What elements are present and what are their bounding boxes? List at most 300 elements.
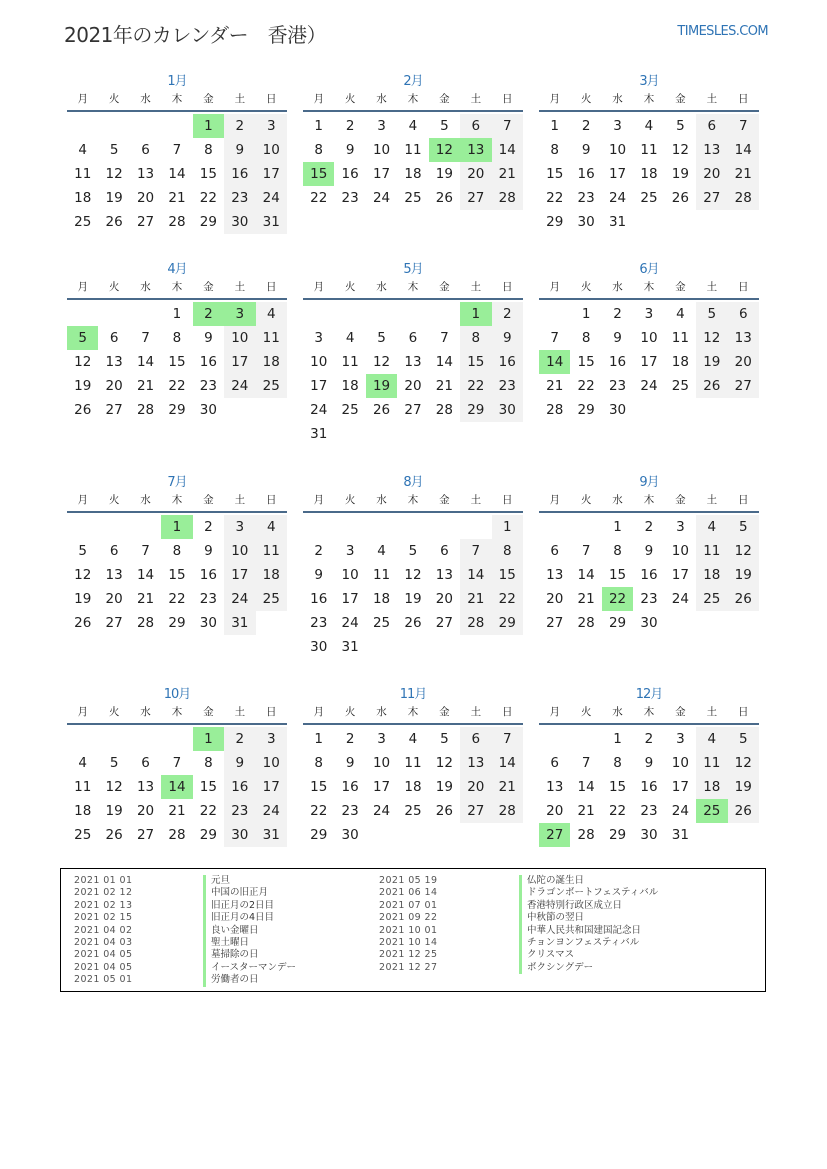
day-cell[interactable]: 3 [256, 727, 287, 751]
day-cell[interactable]: 25 [372, 615, 391, 631]
day-cell[interactable]: 1 [314, 118, 323, 134]
day-cell[interactable]: 12 [696, 326, 727, 350]
day-cell[interactable]: 29 [577, 402, 595, 418]
day-cell[interactable]: 10 [608, 142, 627, 158]
day-cell[interactable]: 24 [671, 591, 689, 607]
day-cell[interactable]: 16 [199, 354, 217, 370]
day-cell[interactable]: 8 [492, 539, 523, 563]
day-cell[interactable]: 22 [310, 190, 328, 206]
day-cell[interactable]: 6 [550, 543, 559, 559]
day-cell[interactable]: 9 [314, 567, 323, 583]
day-cell[interactable]: 6 [728, 302, 759, 326]
day-cell[interactable]: 26 [671, 190, 689, 206]
day-cell[interactable]: 8 [204, 755, 213, 771]
day-cell[interactable]: 17 [671, 567, 689, 583]
day-cell[interactable]: 16 [640, 567, 658, 583]
day-cell[interactable]: 20 [105, 378, 123, 394]
day-cell[interactable]: 12 [728, 751, 759, 775]
day-cell[interactable]: 5 [377, 330, 386, 346]
day-cell[interactable]: 7 [581, 755, 591, 771]
day-cell[interactable]: 8 [460, 326, 491, 350]
day-cell[interactable]: 7 [172, 142, 182, 158]
day-cell[interactable]: 7 [141, 330, 150, 346]
day-cell[interactable]: 4 [345, 330, 355, 346]
day-cell[interactable]: 25 [256, 374, 287, 398]
day-cell[interactable]: 4 [696, 727, 727, 751]
day-cell[interactable]: 15 [199, 166, 217, 182]
day-cell[interactable]: 23 [224, 186, 255, 210]
day-cell[interactable]: 1 [581, 306, 591, 322]
day-cell[interactable]: 3 [613, 118, 622, 134]
day-cell[interactable]: 21 [546, 378, 564, 394]
day-cell[interactable]: 18 [74, 803, 92, 819]
day-cell[interactable]: 1 [492, 515, 523, 539]
day-cell[interactable]: 14 [577, 779, 595, 795]
day-cell[interactable]: 13 [546, 567, 564, 583]
day-cell[interactable]: 25 [341, 402, 359, 418]
day-cell[interactable]: 3 [377, 118, 386, 134]
day-cell[interactable]: 3 [377, 731, 386, 747]
holiday-day[interactable]: 27 [539, 823, 570, 847]
day-cell[interactable]: 23 [640, 803, 658, 819]
day-cell[interactable]: 11 [640, 142, 658, 158]
day-cell[interactable]: 3 [314, 330, 323, 346]
day-cell[interactable]: 29 [460, 398, 491, 422]
day-cell[interactable]: 12 [74, 567, 92, 583]
day-cell[interactable]: 27 [105, 402, 123, 418]
day-cell[interactable]: 13 [435, 567, 453, 583]
day-cell[interactable]: 24 [372, 803, 391, 819]
day-cell[interactable]: 10 [372, 142, 391, 158]
day-cell[interactable]: 10 [372, 755, 391, 771]
day-cell[interactable]: 26 [372, 402, 391, 418]
day-cell[interactable]: 29 [199, 214, 217, 230]
day-cell[interactable]: 27 [136, 214, 155, 230]
day-cell[interactable]: 30 [199, 402, 217, 418]
day-cell[interactable]: 12 [105, 166, 123, 182]
day-cell[interactable]: 24 [671, 803, 689, 819]
day-cell[interactable]: 7 [492, 727, 523, 751]
day-cell[interactable]: 26 [74, 615, 92, 631]
day-cell[interactable]: 13 [136, 779, 155, 795]
day-cell[interactable]: 6 [440, 543, 449, 559]
day-cell[interactable]: 7 [440, 330, 449, 346]
day-cell[interactable]: 10 [224, 539, 255, 563]
day-cell[interactable]: 29 [310, 827, 328, 843]
day-cell[interactable]: 21 [168, 803, 186, 819]
day-cell[interactable]: 16 [341, 779, 359, 795]
day-cell[interactable]: 22 [577, 378, 595, 394]
day-cell[interactable]: 11 [74, 166, 92, 182]
day-cell[interactable]: 12 [74, 354, 92, 370]
day-cell[interactable]: 15 [199, 779, 217, 795]
day-cell[interactable]: 28 [577, 615, 595, 631]
day-cell[interactable]: 10 [671, 755, 689, 771]
holiday-day[interactable]: 22 [602, 587, 633, 611]
day-cell[interactable]: 19 [728, 775, 759, 799]
day-cell[interactable]: 31 [256, 823, 287, 847]
day-cell[interactable]: 14 [136, 567, 155, 583]
day-cell[interactable]: 11 [696, 539, 727, 563]
day-cell[interactable]: 16 [310, 591, 328, 607]
day-cell[interactable]: 15 [608, 779, 627, 795]
day-cell[interactable]: 8 [581, 330, 591, 346]
day-cell[interactable]: 30 [608, 402, 627, 418]
day-cell[interactable]: 18 [404, 779, 422, 795]
day-cell[interactable]: 30 [577, 214, 595, 230]
day-cell[interactable]: 28 [136, 615, 155, 631]
day-cell[interactable]: 28 [168, 214, 186, 230]
day-cell[interactable]: 20 [404, 378, 422, 394]
day-cell[interactable]: 27 [460, 799, 491, 823]
day-cell[interactable]: 23 [341, 190, 359, 206]
day-cell[interactable]: 12 [372, 354, 391, 370]
day-cell[interactable]: 9 [224, 751, 255, 775]
day-cell[interactable]: 20 [546, 591, 564, 607]
holiday-day[interactable]: 5 [67, 326, 98, 350]
day-cell[interactable]: 2 [345, 118, 355, 134]
day-cell[interactable]: 9 [345, 755, 355, 771]
day-cell[interactable]: 8 [550, 142, 559, 158]
day-cell[interactable]: 29 [199, 827, 217, 843]
day-cell[interactable]: 4 [408, 118, 418, 134]
day-cell[interactable]: 28 [460, 611, 491, 635]
day-cell[interactable]: 20 [460, 162, 491, 186]
day-cell[interactable]: 9 [644, 755, 654, 771]
day-cell[interactable]: 19 [74, 591, 92, 607]
day-cell[interactable]: 7 [141, 543, 150, 559]
day-cell[interactable]: 21 [460, 587, 491, 611]
day-cell[interactable]: 24 [372, 190, 391, 206]
day-cell[interactable]: 22 [492, 587, 523, 611]
day-cell[interactable]: 11 [671, 330, 689, 346]
day-cell[interactable]: 29 [492, 611, 523, 635]
day-cell[interactable]: 5 [109, 755, 119, 771]
day-cell[interactable]: 23 [224, 799, 255, 823]
day-cell[interactable]: 2 [224, 114, 255, 138]
day-cell[interactable]: 23 [577, 190, 595, 206]
day-cell[interactable]: 14 [577, 567, 595, 583]
day-cell[interactable]: 15 [608, 567, 627, 583]
day-cell[interactable]: 25 [404, 803, 422, 819]
day-cell[interactable]: 17 [372, 166, 391, 182]
day-cell[interactable]: 19 [105, 803, 123, 819]
holiday-day[interactable]: 2 [193, 302, 224, 326]
day-cell[interactable]: 1 [613, 731, 622, 747]
day-cell[interactable]: 17 [341, 591, 359, 607]
day-cell[interactable]: 26 [728, 587, 759, 611]
holiday-day[interactable]: 25 [696, 799, 727, 823]
day-cell[interactable]: 20 [546, 803, 564, 819]
day-cell[interactable]: 16 [341, 166, 359, 182]
day-cell[interactable]: 9 [224, 138, 255, 162]
day-cell[interactable]: 6 [696, 114, 727, 138]
day-cell[interactable]: 8 [314, 755, 323, 771]
day-cell[interactable]: 30 [640, 615, 658, 631]
day-cell[interactable]: 9 [345, 142, 355, 158]
day-cell[interactable]: 22 [546, 190, 564, 206]
day-cell[interactable]: 5 [109, 142, 119, 158]
day-cell[interactable]: 2 [613, 306, 622, 322]
day-cell[interactable]: 11 [372, 567, 391, 583]
day-cell[interactable]: 26 [696, 374, 727, 398]
holiday-day[interactable]: 14 [161, 775, 192, 799]
day-cell[interactable]: 5 [728, 515, 759, 539]
day-cell[interactable]: 12 [404, 567, 422, 583]
day-cell[interactable]: 19 [435, 779, 453, 795]
day-cell[interactable]: 26 [435, 803, 453, 819]
day-cell[interactable]: 22 [168, 591, 186, 607]
day-cell[interactable]: 12 [671, 142, 689, 158]
day-cell[interactable]: 11 [404, 142, 422, 158]
day-cell[interactable]: 2 [314, 543, 323, 559]
day-cell[interactable]: 8 [172, 330, 182, 346]
day-cell[interactable]: 10 [310, 354, 328, 370]
day-cell[interactable]: 29 [168, 402, 186, 418]
day-cell[interactable]: 9 [204, 543, 213, 559]
day-cell[interactable]: 6 [460, 727, 491, 751]
day-cell[interactable]: 14 [728, 138, 759, 162]
day-cell[interactable]: 9 [492, 326, 523, 350]
day-cell[interactable]: 6 [109, 543, 119, 559]
day-cell[interactable]: 11 [341, 354, 359, 370]
day-cell[interactable]: 4 [696, 515, 727, 539]
day-cell[interactable]: 1 [314, 731, 323, 747]
day-cell[interactable]: 27 [696, 186, 727, 210]
day-cell[interactable]: 15 [310, 779, 328, 795]
day-cell[interactable]: 28 [577, 827, 595, 843]
day-cell[interactable]: 5 [696, 302, 727, 326]
day-cell[interactable]: 13 [105, 567, 123, 583]
day-cell[interactable]: 11 [404, 755, 422, 771]
day-cell[interactable]: 18 [256, 563, 287, 587]
day-cell[interactable]: 21 [136, 591, 155, 607]
day-cell[interactable]: 25 [74, 214, 92, 230]
day-cell[interactable]: 8 [613, 755, 622, 771]
day-cell[interactable]: 4 [408, 731, 418, 747]
day-cell[interactable]: 16 [199, 567, 217, 583]
day-cell[interactable]: 27 [136, 827, 155, 843]
day-cell[interactable]: 22 [168, 378, 186, 394]
day-cell[interactable]: 10 [256, 751, 287, 775]
day-cell[interactable]: 16 [640, 779, 658, 795]
day-cell[interactable]: 20 [460, 775, 491, 799]
day-cell[interactable]: 9 [581, 142, 591, 158]
day-cell[interactable]: 18 [256, 350, 287, 374]
day-cell[interactable]: 29 [608, 615, 627, 631]
day-cell[interactable]: 26 [105, 214, 123, 230]
day-cell[interactable]: 1 [172, 306, 182, 322]
day-cell[interactable]: 9 [644, 543, 654, 559]
day-cell[interactable]: 4 [256, 515, 287, 539]
day-cell[interactable]: 26 [404, 615, 422, 631]
day-cell[interactable]: 7 [728, 114, 759, 138]
day-cell[interactable]: 25 [404, 190, 422, 206]
day-cell[interactable]: 25 [256, 587, 287, 611]
day-cell[interactable]: 10 [256, 138, 287, 162]
day-cell[interactable]: 24 [341, 615, 359, 631]
day-cell[interactable]: 30 [640, 827, 658, 843]
day-cell[interactable]: 10 [640, 330, 658, 346]
day-cell[interactable]: 13 [136, 166, 155, 182]
day-cell[interactable]: 16 [608, 354, 627, 370]
day-cell[interactable]: 28 [435, 402, 453, 418]
day-cell[interactable]: 17 [372, 779, 391, 795]
day-cell[interactable]: 28 [546, 402, 564, 418]
day-cell[interactable]: 17 [224, 563, 255, 587]
day-cell[interactable]: 26 [435, 190, 453, 206]
day-cell[interactable]: 28 [492, 186, 523, 210]
day-cell[interactable]: 24 [640, 378, 658, 394]
holiday-day[interactable]: 3 [224, 302, 255, 326]
holiday-day[interactable]: 13 [460, 138, 491, 162]
day-cell[interactable]: 15 [577, 354, 595, 370]
day-cell[interactable]: 8 [204, 142, 213, 158]
holiday-day[interactable]: 12 [429, 138, 460, 162]
day-cell[interactable]: 3 [676, 731, 685, 747]
day-cell[interactable]: 21 [577, 591, 595, 607]
holiday-day[interactable]: 1 [193, 727, 224, 751]
day-cell[interactable]: 19 [404, 591, 422, 607]
day-cell[interactable]: 14 [136, 354, 155, 370]
day-cell[interactable]: 31 [256, 210, 287, 234]
day-cell[interactable]: 25 [74, 827, 92, 843]
day-cell[interactable]: 8 [613, 543, 622, 559]
day-cell[interactable]: 28 [492, 799, 523, 823]
day-cell[interactable]: 27 [105, 615, 123, 631]
day-cell[interactable]: 16 [224, 775, 255, 799]
day-cell[interactable]: 12 [105, 779, 123, 795]
day-cell[interactable]: 2 [644, 731, 654, 747]
day-cell[interactable]: 14 [460, 563, 491, 587]
day-cell[interactable]: 21 [492, 775, 523, 799]
day-cell[interactable]: 24 [224, 587, 255, 611]
day-cell[interactable]: 27 [546, 615, 564, 631]
day-cell[interactable]: 30 [341, 827, 359, 843]
day-cell[interactable]: 23 [640, 591, 658, 607]
day-cell[interactable]: 15 [546, 166, 564, 182]
day-cell[interactable]: 3 [224, 515, 255, 539]
day-cell[interactable]: 7 [550, 330, 559, 346]
day-cell[interactable]: 24 [256, 186, 287, 210]
day-cell[interactable]: 9 [613, 330, 622, 346]
day-cell[interactable]: 6 [141, 142, 150, 158]
day-cell[interactable]: 6 [109, 330, 119, 346]
holiday-day[interactable]: 14 [539, 350, 570, 374]
day-cell[interactable]: 6 [408, 330, 418, 346]
day-cell[interactable]: 11 [256, 326, 287, 350]
day-cell[interactable]: 23 [199, 378, 217, 394]
day-cell[interactable]: 4 [644, 118, 654, 134]
day-cell[interactable]: 18 [404, 166, 422, 182]
day-cell[interactable]: 20 [728, 350, 759, 374]
day-cell[interactable]: 12 [435, 755, 453, 771]
day-cell[interactable]: 14 [492, 751, 523, 775]
day-cell[interactable]: 4 [256, 302, 287, 326]
day-cell[interactable]: 17 [310, 378, 328, 394]
day-cell[interactable]: 17 [256, 775, 287, 799]
day-cell[interactable]: 5 [440, 731, 449, 747]
day-cell[interactable]: 16 [577, 166, 595, 182]
day-cell[interactable]: 20 [136, 803, 155, 819]
day-cell[interactable]: 5 [676, 118, 685, 134]
day-cell[interactable]: 29 [546, 214, 564, 230]
day-cell[interactable]: 24 [224, 374, 255, 398]
day-cell[interactable]: 23 [199, 591, 217, 607]
day-cell[interactable]: 12 [728, 539, 759, 563]
day-cell[interactable]: 19 [728, 563, 759, 587]
day-cell[interactable]: 26 [105, 827, 123, 843]
day-cell[interactable]: 2 [581, 118, 591, 134]
day-cell[interactable]: 13 [105, 354, 123, 370]
day-cell[interactable]: 23 [492, 374, 523, 398]
day-cell[interactable]: 30 [492, 398, 523, 422]
day-cell[interactable]: 18 [341, 378, 359, 394]
day-cell[interactable]: 11 [74, 779, 92, 795]
day-cell[interactable]: 31 [310, 426, 328, 442]
day-cell[interactable]: 8 [314, 142, 323, 158]
day-cell[interactable]: 2 [224, 727, 255, 751]
day-cell[interactable]: 17 [608, 166, 627, 182]
day-cell[interactable]: 19 [671, 166, 689, 182]
day-cell[interactable]: 17 [640, 354, 658, 370]
day-cell[interactable]: 14 [435, 354, 453, 370]
day-cell[interactable]: 19 [435, 166, 453, 182]
day-cell[interactable]: 18 [696, 775, 727, 799]
day-cell[interactable]: 31 [341, 639, 359, 655]
day-cell[interactable]: 25 [696, 587, 727, 611]
day-cell[interactable]: 18 [640, 166, 658, 182]
day-cell[interactable]: 15 [168, 354, 186, 370]
day-cell[interactable]: 5 [728, 727, 759, 751]
day-cell[interactable]: 4 [78, 142, 87, 158]
day-cell[interactable]: 10 [224, 326, 255, 350]
day-cell[interactable]: 6 [550, 755, 559, 771]
day-cell[interactable]: 7 [581, 543, 591, 559]
day-cell[interactable]: 10 [341, 567, 359, 583]
day-cell[interactable]: 4 [377, 543, 386, 559]
day-cell[interactable]: 6 [460, 114, 491, 138]
day-cell[interactable]: 30 [224, 823, 255, 847]
day-cell[interactable]: 20 [696, 162, 727, 186]
day-cell[interactable]: 22 [460, 374, 491, 398]
day-cell[interactable]: 17 [671, 779, 689, 795]
day-cell[interactable]: 19 [105, 190, 123, 206]
day-cell[interactable]: 9 [204, 330, 213, 346]
day-cell[interactable]: 6 [141, 755, 150, 771]
day-cell[interactable]: 23 [341, 803, 359, 819]
day-cell[interactable]: 14 [168, 166, 186, 182]
day-cell[interactable]: 23 [608, 378, 627, 394]
day-cell[interactable]: 21 [492, 162, 523, 186]
holiday-day[interactable]: 1 [161, 515, 192, 539]
day-cell[interactable]: 20 [136, 190, 155, 206]
day-cell[interactable]: 11 [256, 539, 287, 563]
day-cell[interactable]: 20 [105, 591, 123, 607]
day-cell[interactable]: 21 [435, 378, 453, 394]
day-cell[interactable]: 13 [546, 779, 564, 795]
day-cell[interactable]: 15 [168, 567, 186, 583]
day-cell[interactable]: 26 [74, 402, 92, 418]
holiday-day[interactable]: 19 [366, 374, 397, 398]
day-cell[interactable]: 27 [728, 374, 759, 398]
day-cell[interactable]: 30 [199, 615, 217, 631]
day-cell[interactable]: 13 [696, 138, 727, 162]
day-cell[interactable]: 31 [224, 611, 255, 635]
day-cell[interactable]: 5 [408, 543, 418, 559]
day-cell[interactable]: 21 [168, 190, 186, 206]
day-cell[interactable]: 5 [78, 543, 87, 559]
